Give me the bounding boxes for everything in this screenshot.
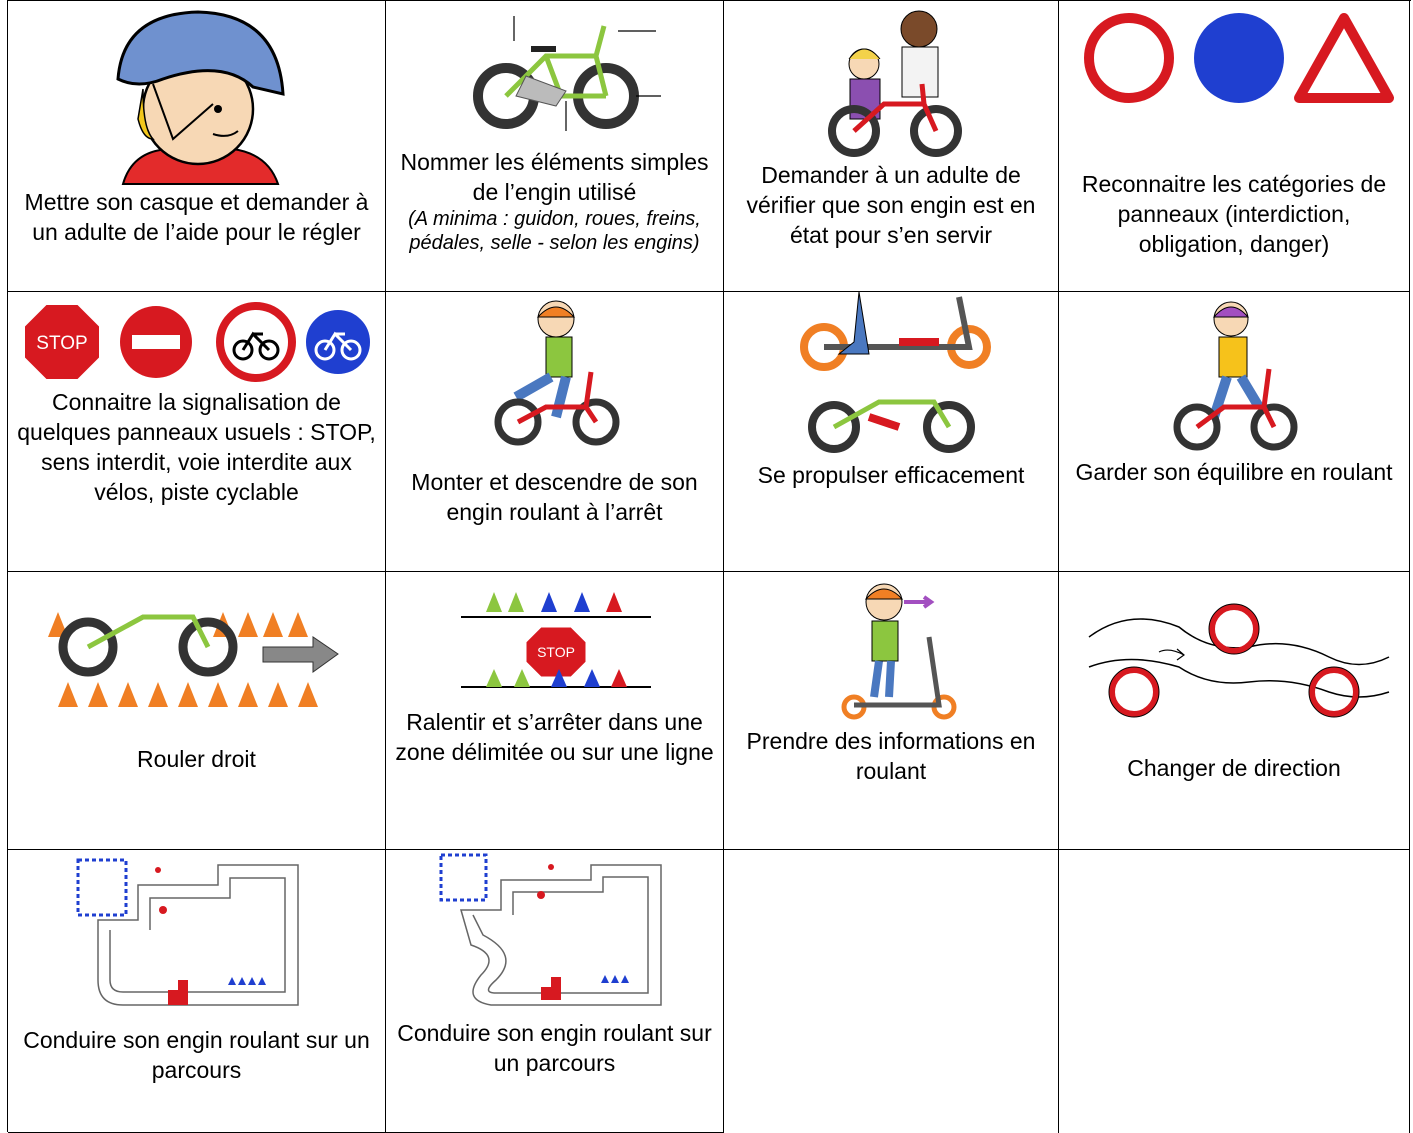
stop-sign-label: STOP xyxy=(36,333,88,354)
card-balance xyxy=(1059,292,1410,572)
card-usual-signs xyxy=(8,292,386,572)
card-check-bike xyxy=(724,1,1059,292)
card-course-2 xyxy=(386,850,724,1133)
child-scooter-looking-icon xyxy=(839,577,959,722)
card-note: (A minima : guidon, roues, freins, pédales, selle - selon les engins) xyxy=(408,208,701,254)
sign-categories-icon xyxy=(1084,13,1394,103)
card-course-1 xyxy=(8,850,386,1133)
card-title: Nommer les éléments simples de l’engin utilisé xyxy=(400,149,709,205)
ride-straight-cones-icon xyxy=(43,602,343,717)
card-change-direction xyxy=(1059,572,1410,850)
stop-sign-label: STOP xyxy=(537,644,575,660)
card-caption: Rouler droit xyxy=(137,746,256,772)
course-map-icon xyxy=(78,860,308,1010)
card-stop-zone xyxy=(386,572,724,850)
card-caption: Garder son équilibre en roulant xyxy=(1075,459,1393,485)
child-balancing-bike-icon xyxy=(1169,297,1299,457)
card-caption: Prendre des informations en roulant xyxy=(746,728,1036,784)
card-ride-straight xyxy=(8,572,386,850)
card-caption: Demander à un adulte de vérifier que son engin est en état pour s’en servir xyxy=(746,162,1036,248)
course-map-icon xyxy=(441,855,671,1010)
card-caption: Changer de direction xyxy=(1127,755,1341,781)
card-scooter-info xyxy=(724,572,1059,850)
card-empty xyxy=(1059,850,1410,1133)
card-caption xyxy=(392,147,717,255)
helmet-child-icon xyxy=(103,9,293,184)
child-mounting-bike-icon xyxy=(486,297,626,447)
card-caption: Reconnaitre les catégories de panneaux (interdiction, obligation, danger) xyxy=(1081,171,1387,257)
card-helmet xyxy=(8,1,386,292)
card-caption: Conduire son engin roulant sur un parcours xyxy=(397,1020,712,1076)
card-propulsion xyxy=(724,292,1059,572)
propulsion-icon xyxy=(799,292,989,457)
card-bike-parts xyxy=(386,1,724,292)
card-caption: Se propulser efficacement xyxy=(757,462,1025,488)
road-signs-icon xyxy=(23,302,373,382)
card-caption: Connaitre la signalisation de quelques panneaux usuels : STOP, sens interdit, voie interdite aux vélos, piste cyclable xyxy=(17,389,376,505)
adult-checking-bike-icon xyxy=(824,9,964,157)
change-direction-path-icon xyxy=(1089,597,1389,727)
card-empty xyxy=(724,850,1059,1133)
activity-grid xyxy=(7,0,1411,1132)
card-mount-bike xyxy=(386,292,724,572)
card-sign-categories xyxy=(1059,1,1410,292)
card-caption: Mettre son casque et demander à un adulte de l’aide pour le régler xyxy=(24,189,369,245)
card-caption: Monter et descendre de son engin roulant à l’arrêt xyxy=(411,469,698,525)
card-caption: Conduire son engin roulant sur un parcours xyxy=(23,1027,370,1083)
stop-zone-cones-icon xyxy=(456,587,656,702)
card-caption: Ralentir et s’arrêter dans une zone délimitée ou sur une ligne xyxy=(395,709,714,765)
balance-bike-parts-icon xyxy=(466,16,666,136)
